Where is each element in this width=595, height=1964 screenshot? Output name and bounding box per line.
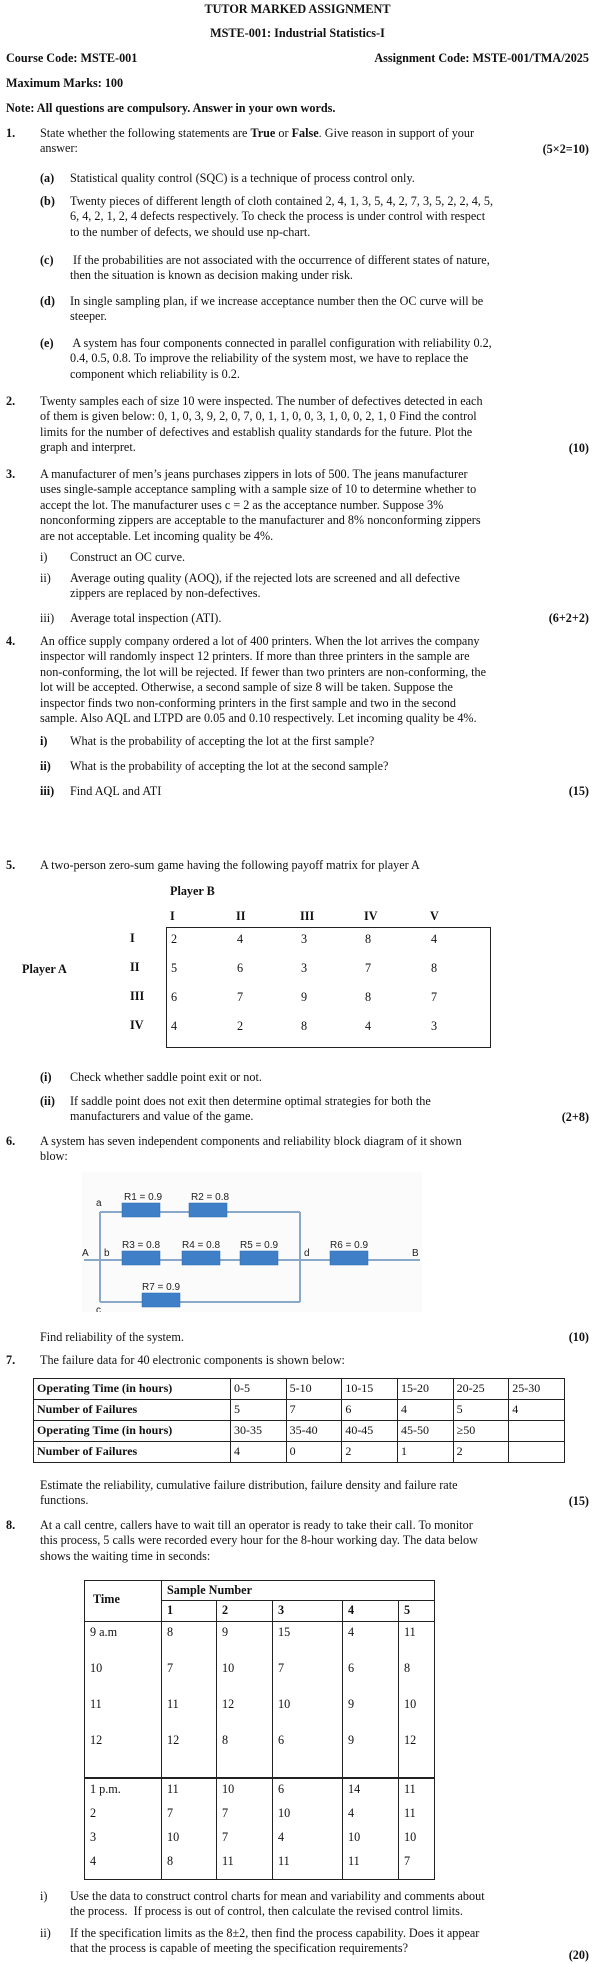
q1-item-text: Statistical quality control (SQC) is a technique of process control only. <box>70 171 415 185</box>
node-small-b: b <box>104 1248 110 1259</box>
q1-item-label: (d) <box>40 294 55 308</box>
sample-col-header: 1 <box>167 1603 174 1617</box>
table-cell: 45-50 <box>397 1421 453 1442</box>
q3-item-label: i) <box>40 550 48 564</box>
question-4-number: 4. <box>6 634 16 648</box>
table-cell: 0 <box>286 1442 342 1463</box>
payoff-cell: 8 <box>365 990 372 1004</box>
q1-item-text: In single sampling plan, if we increase acceptance number then the OC curve will be steeper. <box>70 294 484 324</box>
table-cell: 4 <box>348 1625 355 1639</box>
table-cell: 11 <box>404 1806 416 1820</box>
player-b-label: Player B <box>170 884 215 898</box>
payoff-cell: 3 <box>431 1019 438 1033</box>
payoff-cell: 3 <box>301 961 308 975</box>
question-8-marks: (20) <box>568 1948 589 1962</box>
table-cell: 35-40 <box>286 1421 342 1442</box>
table-cell <box>509 1442 565 1463</box>
assignment-code: Assignment Code: MSTE-001/TMA/2025 <box>374 51 589 65</box>
table-cell <box>509 1421 565 1442</box>
node-small-a: a <box>96 1198 102 1209</box>
table-cell: 11 <box>404 1625 416 1639</box>
waiting-time-table-afternoon <box>84 1777 435 1880</box>
table-cell: 7 <box>222 1830 229 1844</box>
table-cell: 10 <box>278 1806 291 1820</box>
table-cell: 7 <box>278 1661 285 1675</box>
q8-item-text: If the specification limits as the 8±2, then find the process capability. Does it appear that the process is capable of meeting the specification requirements? <box>70 1926 480 1956</box>
question-3-text: A manufacturer of men’s jeans purchases zippers in lots of 500. The jeans manufacturer uses single-sample acceptance sampling with a sample size of 10 to determine whether to accept the lot. The manufacturer uses c = 2 as the acceptance number. Suppose 3% nonconforming zippers are acceptable to the manufacturer and 8% nonconforming zippers are not acceptable. Let incoming quality be 4%. <box>40 467 481 543</box>
question-7-number: 7. <box>6 1353 16 1367</box>
table-cell: 4 <box>509 1400 565 1421</box>
page-title: TUTOR MARKED ASSIGNMENT <box>204 2 391 16</box>
time-cell: 4 <box>90 1854 97 1868</box>
block-r3-label: R3 = 0.8 <box>122 1240 161 1251</box>
q3-item-text: Average outing quality (AOQ), if the rejected lots are screened and all defective zippers are replaced by non-defectives. <box>70 571 460 601</box>
q3-item-label: ii) <box>40 571 51 585</box>
payoff-col-header: III <box>300 909 315 923</box>
table-cell: 10-15 <box>342 1379 398 1400</box>
table-cell: 9 <box>222 1625 229 1639</box>
block-r6 <box>330 1251 368 1265</box>
waiting-time-block-morning <box>85 1625 434 1775</box>
sample-col-header: 2 <box>222 1603 229 1617</box>
payoff-col-header: II <box>236 909 246 923</box>
payoff-matrix <box>166 927 491 1048</box>
sample-col-header: 5 <box>404 1603 411 1617</box>
table-cell: Operating Time (in hours) <box>34 1421 231 1442</box>
question-7-instructions: Estimate the reliability, cumulative failure distribution, failure density and failure rate functions. <box>40 1478 458 1508</box>
sample-col-header: 4 <box>348 1603 355 1617</box>
table-cell: 8 <box>404 1661 411 1675</box>
node-a-label: A <box>82 1248 89 1259</box>
table-cell: 8 <box>167 1854 174 1868</box>
payoff-cell: 7 <box>365 961 372 975</box>
waiting-time-table <box>84 1580 435 1779</box>
q1-item-label: (b) <box>40 194 55 208</box>
table-cell: 11 <box>404 1782 416 1796</box>
payoff-cell: 4 <box>171 1019 178 1033</box>
node-b-label: B <box>412 1248 419 1259</box>
table-cell: 4 <box>348 1806 355 1820</box>
question-7-text: The failure data for 40 electronic components is shown below: <box>40 1353 345 1367</box>
table-cell: 12 <box>167 1733 180 1747</box>
table-cell: 6 <box>342 1400 398 1421</box>
course-title: MSTE-001: Industrial Statistics-I <box>210 26 385 40</box>
node-small-d: d <box>304 1248 310 1259</box>
table-cell: 11 <box>348 1854 360 1868</box>
payoff-col-header: I <box>170 909 175 923</box>
question-6-footer: Find reliability of the system. <box>40 1330 184 1344</box>
payoff-cell: 4 <box>237 932 244 946</box>
table-cell: 9 <box>348 1697 355 1711</box>
table-cell: 12 <box>222 1697 235 1711</box>
question-3-marks: (6+2+2) <box>548 611 589 625</box>
question-6-marks: (10) <box>568 1330 589 1344</box>
table-cell: 15-20 <box>397 1379 453 1400</box>
question-6-text: A system has seven independent components and reliability block diagram of it shown blow: <box>40 1134 462 1164</box>
table-cell: 15 <box>278 1625 291 1639</box>
payoff-cell: 2 <box>237 1019 244 1033</box>
question-5-marks: (2+8) <box>561 1110 589 1124</box>
q3-item-label: iii) <box>40 611 55 625</box>
question-1-number: 1. <box>6 126 16 140</box>
sample-col-header: 3 <box>278 1603 285 1617</box>
question-4-text: An office supply company ordered a lot of 400 printers. When the lot arrives the company inspector will randomly inspect 12 printers. If more than three printers in the sample are non-conforming, the lot will be rejected. If fewer than two printers are non-conforming, the lot will be accepted. Otherwise, a second sample of size 8 will be taken. Suppose the inspector finds two non-conforming printers in the first sample and two in the second sample. Also AQL and LTPD are 0.05 and 0.10 respectively. Let incoming quality be 4%. <box>40 634 487 725</box>
q1-item-text: If the probabilities are not associated with the occurrence of different states of nature, then the situation is known as decision making under risk. <box>70 253 490 283</box>
q1-intro-c: answer: <box>40 141 78 156</box>
block-r4 <box>182 1251 220 1265</box>
q4-item-label: ii) <box>40 759 51 773</box>
course-code: Course Code: MSTE-001 <box>6 51 138 65</box>
payoff-cell: 8 <box>431 961 438 975</box>
q5-item-text: If saddle point does not exit then determine optimal strategies for both the manufacturers and value of the game. <box>70 1094 431 1124</box>
table-cell: 40-45 <box>342 1421 398 1442</box>
payoff-cell: 3 <box>301 932 308 946</box>
table-cell: 2 <box>342 1442 398 1463</box>
table-cell: 5 <box>231 1400 287 1421</box>
payoff-col-header: V <box>430 909 439 923</box>
table-cell: 14 <box>348 1782 361 1796</box>
table-cell: 0-5 <box>231 1379 287 1400</box>
table-cell: 8 <box>167 1625 174 1639</box>
table-cell: 11 <box>167 1782 179 1796</box>
table-cell: 20-25 <box>453 1379 509 1400</box>
question-3-number: 3. <box>6 467 16 481</box>
payoff-cell: 7 <box>237 990 244 1004</box>
table-cell: 4 <box>397 1400 453 1421</box>
question-2-marks: (10) <box>568 441 589 455</box>
q5-item-label: (i) <box>40 1070 52 1084</box>
table-cell: 11 <box>167 1697 179 1711</box>
payoff-cell: 8 <box>301 1019 308 1033</box>
question-1-intro <box>40 126 585 157</box>
table-cell: 7 <box>286 1400 342 1421</box>
payoff-cell: 9 <box>301 990 308 1004</box>
block-r1-label: R1 = 0.9 <box>124 1192 163 1203</box>
q4-item-text: Find AQL and ATI <box>70 784 162 798</box>
table-row <box>34 1442 565 1463</box>
block-r6-label: R6 = 0.9 <box>330 1240 369 1251</box>
table-cell: 10 <box>222 1782 235 1796</box>
question-5-number: 5. <box>6 858 16 872</box>
table-cell: 5 <box>453 1400 509 1421</box>
q4-item-label: i) <box>40 734 48 748</box>
q8-item-text: Use the data to construct control charts for mean and variability and comments about the process. If process is out of control, then calculate the revised control limits. <box>70 1889 485 1919</box>
table-cell: 10 <box>222 1661 235 1675</box>
time-cell: 2 <box>90 1806 97 1820</box>
q5-item-label: (ii) <box>40 1094 55 1108</box>
table-cell: 5-10 <box>286 1379 342 1400</box>
table-cell: 10 <box>404 1697 417 1711</box>
block-r7-label: R7 = 0.9 <box>142 1282 181 1293</box>
block-r5-label: R5 = 0.9 <box>240 1240 279 1251</box>
table-cell: 9 <box>348 1733 355 1747</box>
q1-item-text: Twenty pieces of different length of cloth contained 2, 4, 1, 3, 5, 4, 2, 7, 3, 5, 2, 2, 4, 5, 6, 4, 2, 1, 2, 4 defects respectively. To check the process is under control with respect to the number of defects, we should use np-chart. <box>70 194 494 239</box>
q4-item-label: iii) <box>40 784 55 798</box>
payoff-row-label: III <box>130 989 145 1003</box>
table-cell: 7 <box>167 1661 174 1675</box>
time-cell: 11 <box>90 1697 102 1711</box>
payoff-row-label: II <box>130 960 140 974</box>
node-small-c: c <box>96 1305 101 1312</box>
q1-intro-b: . Give reason in support of your <box>318 126 475 140</box>
player-a-label: Player A <box>22 962 67 976</box>
q3-item-text: Average total inspection (ATI). <box>70 611 222 625</box>
q5-item-text: Check whether saddle point exit or not. <box>70 1070 262 1084</box>
table-cell: 7 <box>222 1806 229 1820</box>
waiting-time-block-afternoon <box>85 1782 434 1878</box>
time-cell: 9 a.m <box>90 1625 118 1639</box>
q1-item-text: A system has four components connected in parallel configuration with reliability 0.2, 0.4, 0.5, 0.8. To improve the reliability of the system most, we have to replace the component which reliability is 0.2. <box>70 336 492 381</box>
payoff-cell: 6 <box>171 990 178 1004</box>
table-cell: 10 <box>167 1830 180 1844</box>
block-r2 <box>189 1203 227 1217</box>
time-header: Time <box>93 1592 120 1606</box>
table-cell: 6 <box>278 1782 285 1796</box>
table-cell: 4 <box>278 1830 285 1844</box>
question-2-text: Twenty samples each of size 10 were inspected. The number of defectives detected in each of them is given below: 0, 1, 0, 3, 9, 2, 0, 7, 0, 1, 1, 0, 0, 3, 1, 0, 0, 2, 1, 0 Find the control limits for the number of defectives and establish quality standards for the future. Plot the graph and interpret. <box>40 394 483 455</box>
table-cell: 4 <box>231 1442 287 1463</box>
sample-number-header: Sample Number <box>167 1583 252 1597</box>
payoff-col-header: IV <box>364 909 378 923</box>
payoff-cell: 4 <box>365 1019 372 1033</box>
q8-item-label: ii) <box>40 1926 51 1940</box>
table-cell: 10 <box>404 1830 417 1844</box>
table-cell: 11 <box>278 1854 290 1868</box>
payoff-cell: 8 <box>365 932 372 946</box>
q1-intro-a: State whether the following statements are <box>40 126 248 140</box>
block-r1 <box>122 1203 160 1217</box>
table-cell: 11 <box>222 1854 234 1868</box>
table-cell: 7 <box>404 1854 411 1868</box>
note: Note: All questions are compulsory. Answer in your own words. <box>6 101 336 115</box>
block-r2-label: R2 = 0.8 <box>191 1192 230 1203</box>
question-8-number: 8. <box>6 1518 16 1532</box>
table-cell: 30-35 <box>231 1421 287 1442</box>
table-cell: 6 <box>348 1661 355 1675</box>
block-r3 <box>122 1251 160 1265</box>
table-cell: 2 <box>453 1442 509 1463</box>
payoff-row-label: IV <box>130 1018 144 1032</box>
table-cell: 12 <box>404 1733 417 1747</box>
payoff-row-label: I <box>130 931 135 945</box>
table-cell: Operating Time (in hours) <box>34 1379 231 1400</box>
block-r5 <box>240 1251 278 1265</box>
table-row <box>34 1421 565 1442</box>
table-cell: 25-30 <box>509 1379 565 1400</box>
q1-item-label: (a) <box>40 171 55 185</box>
q8-item-label: i) <box>40 1889 48 1903</box>
block-r4-label: R4 = 0.8 <box>182 1240 221 1251</box>
q1-true-word: True <box>250 126 276 140</box>
time-cell: 12 <box>90 1733 103 1747</box>
question-4-marks: (15) <box>568 784 589 798</box>
payoff-cell: 6 <box>237 961 244 975</box>
block-r7 <box>142 1293 180 1307</box>
table-cell: 10 <box>278 1697 291 1711</box>
q3-item-text: Construct an OC curve. <box>70 550 186 564</box>
payoff-cell: 5 <box>171 961 178 975</box>
payoff-cell: 7 <box>431 990 438 1004</box>
q1-item-label: (c) <box>40 253 54 267</box>
table-cell: 8 <box>222 1733 229 1747</box>
payoff-cell: 4 <box>431 932 438 946</box>
reliability-block-diagram <box>82 1172 422 1312</box>
q4-item-text: What is the probability of accepting the lot at the first sample? <box>70 734 375 748</box>
q4-item-text: What is the probability of accepting the lot at the second sample? <box>70 759 389 773</box>
table-cell: 7 <box>167 1806 174 1820</box>
time-cell: 3 <box>90 1830 97 1844</box>
question-1-marks: (5×2=10) <box>542 142 589 156</box>
time-cell: 10 <box>90 1661 103 1675</box>
question-7-marks: (15) <box>568 1494 589 1508</box>
table-cell: Number of Failures <box>34 1442 231 1463</box>
table-cell: 1 <box>397 1442 453 1463</box>
table-cell: ≥50 <box>453 1421 509 1442</box>
table-cell: Number of Failures <box>34 1400 231 1421</box>
table-row <box>34 1400 565 1421</box>
question-2-number: 2. <box>6 394 16 408</box>
q1-item-label: (e) <box>40 336 54 350</box>
table-cell: 10 <box>348 1830 361 1844</box>
time-cell: 1 p.m. <box>90 1782 121 1796</box>
question-5-text: A two-person zero-sum game having the following payoff matrix for player A <box>40 858 420 872</box>
q1-false-word: False <box>291 126 319 140</box>
q1-or-word: or <box>278 126 289 140</box>
question-8-text: At a call centre, callers have to wait till an operator is ready to take their call. To monitor this process, 5 calls were recorded every hour for the 8-hour working day. The data below shows the waiting time in seconds: <box>40 1518 478 1563</box>
table-row <box>34 1379 565 1400</box>
table-cell: 6 <box>278 1733 285 1747</box>
maximum-marks: Maximum Marks: 100 <box>6 76 124 90</box>
payoff-cell: 2 <box>171 932 178 946</box>
question-6-number: 6. <box>6 1134 16 1148</box>
failure-data-table <box>33 1378 565 1463</box>
